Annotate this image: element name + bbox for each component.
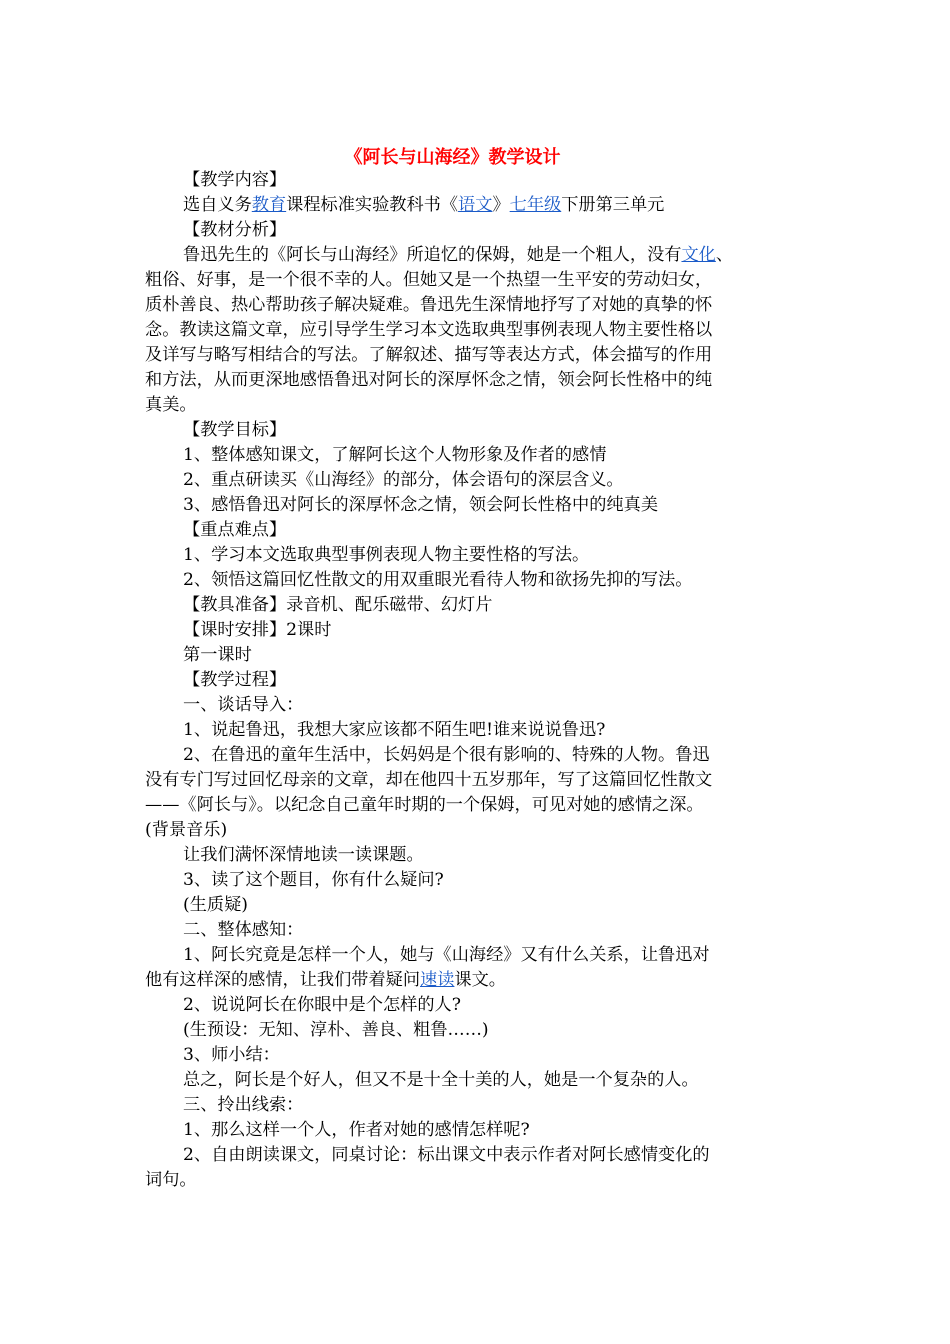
step-item: 让我们满怀深情地读一读课题。 — [183, 845, 424, 865]
section-heading-key-points: 【重点难点】 — [183, 520, 287, 540]
step-paragraph: 2、在鲁迅的童年生活中，长妈妈是个很有影响的、特殊的人物。鲁迅 没有专门写过回忆母亲的文章，却在他四十五岁那年，写了这篇回忆性散文 ——《阿长与》。以纪念自己童年时期的一个保姆，可见对她的感情之深。 (背景音乐) — [145, 745, 713, 840]
step-item: 1、说起鲁迅，我想大家应该都不陌生吧!谁来说说鲁迅? — [183, 720, 606, 740]
step-item: 3、师小结： — [183, 1045, 280, 1065]
analysis-paragraph: 鲁迅先生的《阿长与山海经》所追忆的保姆，她是一个粗人，没有文化、 粗俗、好事，是一个很不幸的人。但她又是一个热望一生平安的劳动妇女， 质朴善良、热心帮助孩子解决疑难。鲁迅先生深情地抒写了对她的真挚的怀 念。教读这篇文章，应引导学生学习本文选取典型事例表现人物主要性格以 及详写与略写相结合的写法。了解叙述、描写等表达方式，体会描写的作用 和方法，从而更深地感悟鲁迅对阿长的深厚怀念之情，领会阿长性格中的纯 真美。 — [145, 245, 734, 415]
goal-item: 1、整体感知课文，了解阿长这个人物形象及作者的感情 — [183, 445, 607, 465]
link-culture[interactable]: 文化 — [681, 245, 716, 265]
step-heading-overview: 二、整体感知： — [183, 920, 304, 940]
step-paragraph: 2、自由朗读课文，同桌讨论：标出课文中表示作者对阿长感情变化的 词句。 — [145, 1145, 710, 1190]
section-heading-process: 【教学过程】 — [183, 670, 287, 690]
step-heading-intro: 一、谈话导入： — [183, 695, 304, 715]
link-speed-reading[interactable]: 速读 — [420, 970, 455, 990]
key-point-item: 1、学习本文选取典型事例表现人物主要性格的写法。 — [183, 545, 590, 565]
class-hours: 【课时安排】2课时 — [183, 620, 332, 640]
section-heading-goals: 【教学目标】 — [183, 420, 287, 440]
step-item: 3、读了这个题目，你有什么疑问? — [183, 870, 444, 890]
section-heading-analysis: 【教材分析】 — [183, 220, 287, 240]
step-summary: 总之，阿长是个好人，但又不是十全十美的人，她是一个复杂的人。 — [183, 1070, 699, 1090]
step-note: (生质疑) — [183, 895, 248, 915]
document-title: 《阿长与山海经》教学设计 — [344, 147, 561, 168]
first-lesson-label: 第一课时 — [183, 645, 252, 665]
teaching-tools: 【教具准备】录音机、配乐磁带、幻灯片 — [183, 595, 493, 615]
link-chinese[interactable]: 语文 — [458, 195, 493, 215]
goal-item: 2、重点研读买《山海经》的部分，体会语句的深层含义。 — [183, 470, 624, 490]
link-education[interactable]: 教育 — [251, 195, 287, 215]
link-grade-seven[interactable]: 七年级 — [509, 195, 562, 215]
step-heading-clue: 三、拎出线索： — [183, 1095, 304, 1115]
step-note: (生预设：无知、淳朴、善良、粗鲁……) — [183, 1020, 489, 1040]
step-paragraph: 1、阿长究竟是怎样一个人，她与《山海经》又有什么关系，让鲁迅对 他有这样深的感情，让我们带着疑问速读课文。 — [145, 945, 710, 990]
key-point-item: 2、领悟这篇回忆性散文的用双重眼光看待人物和欲扬先抑的写法。 — [183, 570, 693, 590]
section-heading-content: 【教学内容】 — [183, 170, 287, 190]
document-body — [145, 168, 785, 1193]
step-item: 2、说说阿长在你眼中是个怎样的人? — [183, 995, 461, 1015]
content-paragraph: 选自义务教育课程标准实验教科书《语文》七年级下册第三单元 — [183, 195, 665, 215]
step-item: 1、那么这样一个人，作者对她的感情怎样呢? — [183, 1120, 530, 1140]
goal-item: 3、感悟鲁迅对阿长的深厚怀念之情，领会阿长性格中的纯真美 — [183, 495, 659, 515]
